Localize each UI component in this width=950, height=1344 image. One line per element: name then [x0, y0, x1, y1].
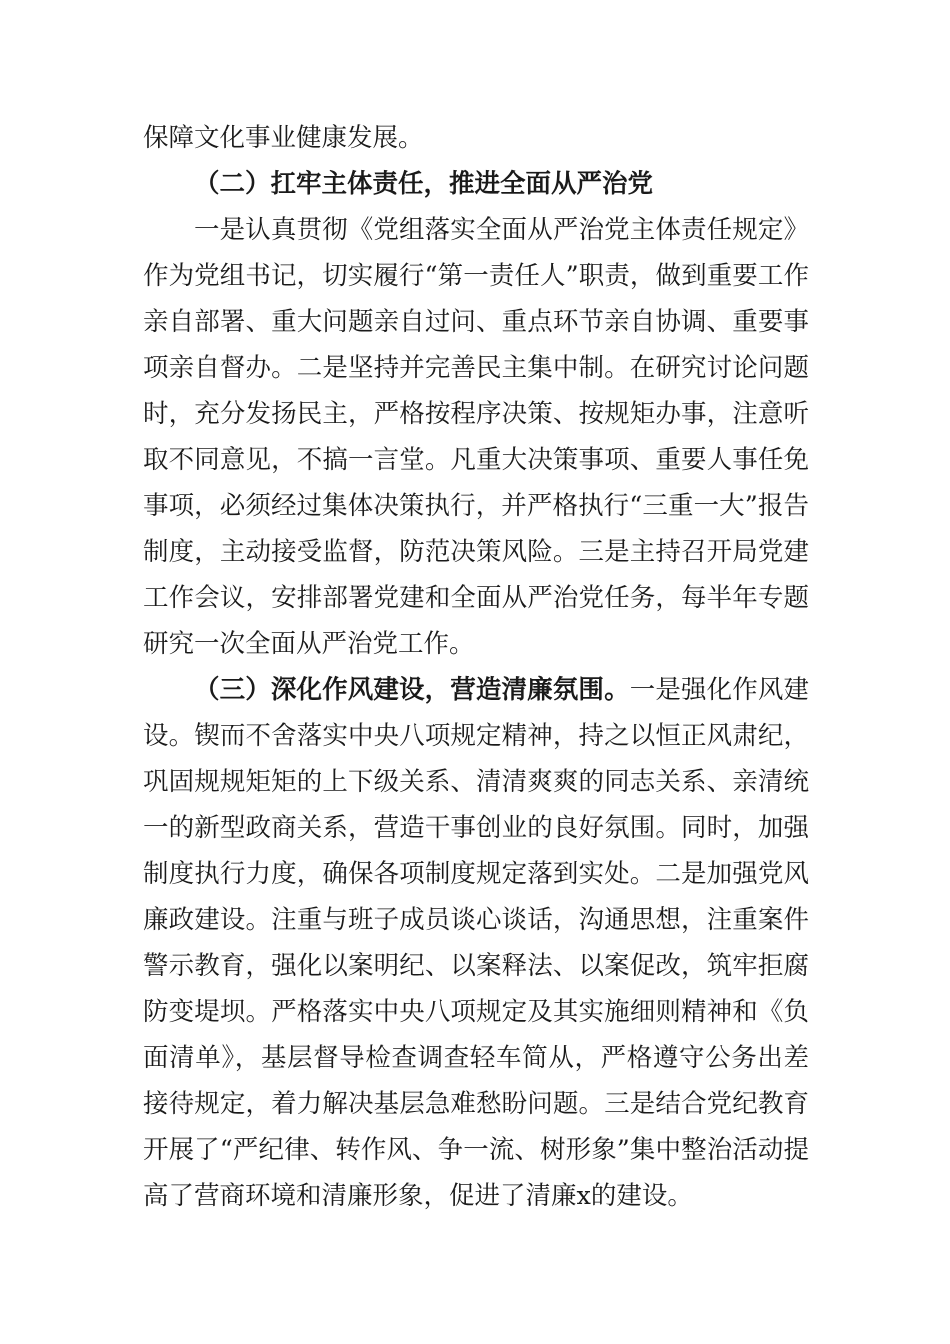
section-heading-3: （三）深化作风建设，营造清廉氛围。 — [194, 675, 630, 705]
document-body — [143, 115, 809, 1219]
paragraph-continuation: 保障文化事业健康发展。 — [143, 123, 424, 153]
paragraph-work-style — [143, 667, 809, 1219]
paragraph-responsibility: 一是认真贯彻《党组落实全面从严治党主体责任规定》作为党组书记，切实履行“第一责任人”职责，做到重要工作亲自部署、重大问题亲自过问、重点环节亲自协调、重要事项亲自督办。二是坚持并完善民主集中制。在研究讨论问题时，充分发扬民主，严格按程序决策、按规矩办事，注意听取不同意见，不搞一言堂。凡重大决策事项、重要人事任免事项，必须经过集体决策执行，并严格执行“三重一大”报告制度，主动接受监督，防范决策风险。三是主持召开局党建工作会议，安排部署党建和全面从严治党任务，每半年专题研究一次全面从严治党工作。 — [143, 215, 809, 659]
section-heading-2: （二）扛牢主体责任，推进全面从严治党 — [194, 169, 654, 199]
paragraph-work-style-body: 一是强化作风建设。锲而不舍落实中央八项规定精神，持之以恒正风肃纪，巩固规规矩矩的上下级关系、清清爽爽的同志关系、亲清统一的新型政商关系，营造干事创业的良好氛围。同时，加强制度执行力度，确保各项制度规定落到实处。二是加强党风廉政建设。注重与班子成员谈心谈话，沟通思想，注重案件警示教育，强化以案明纪、以案释法、以案促改，筑牢拒腐防变堤坝。严格落实中央八项规定及其实施细则精神和《负面清单》，基层督导检查调查轻车简从，严格遵守公务出差接待规定，着力解决基层急难愁盼问题。三是结合党纪教育开展了“严纪律、转作风、争一流、树形象”集中整治活动提高了营商环境和清廉形象，促进了清廉x的建设。 — [143, 675, 809, 1211]
